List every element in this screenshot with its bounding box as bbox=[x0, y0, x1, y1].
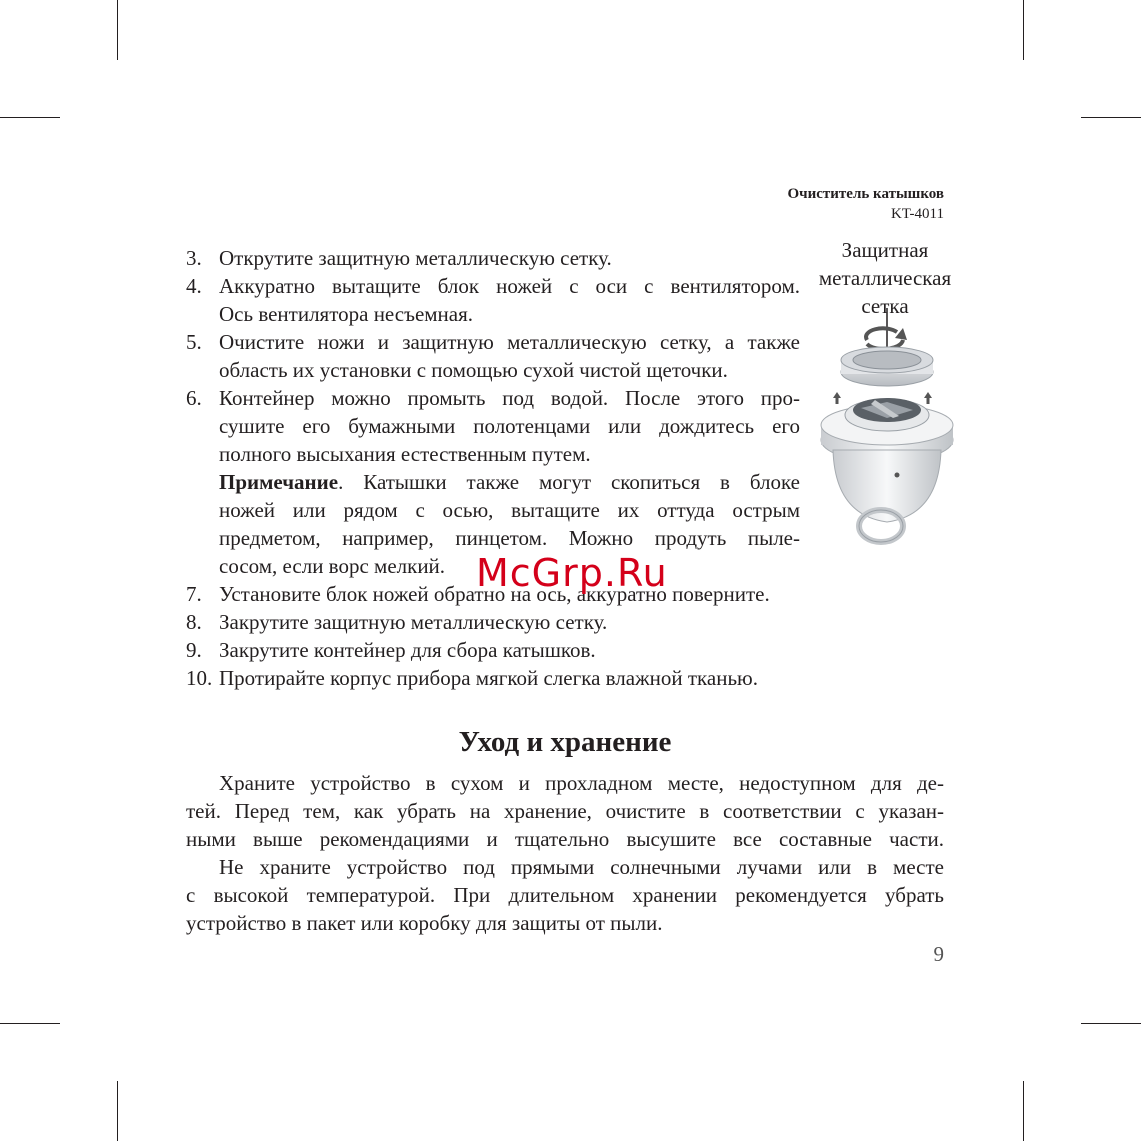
step-text: сушите его бумажными полотенцами или дождитесь его bbox=[219, 414, 800, 438]
note-line: сосом, если ворс мелкий. bbox=[219, 554, 446, 578]
crop-mark bbox=[1081, 117, 1141, 118]
caption-line: металлическая bbox=[818, 266, 952, 290]
step-text: Очистите ножи и защитную металлическую сетку, а также bbox=[219, 330, 800, 354]
crop-mark bbox=[0, 117, 60, 118]
caption-line: сетка bbox=[861, 294, 909, 318]
step-text: Установите блок ножей обратно на ось, аккуратно поверните. bbox=[219, 582, 770, 606]
note-line bbox=[219, 468, 800, 496]
step-number: 7. bbox=[186, 582, 202, 606]
header-model: KT-4011 bbox=[890, 206, 944, 222]
caption-line: Защитная bbox=[841, 238, 929, 262]
step-number: 9. bbox=[186, 638, 202, 662]
step-number: 10. bbox=[186, 666, 213, 690]
note-label: Примечание bbox=[219, 470, 339, 494]
care-paragraph-line: Не храните устройство под прямыми солнечными лучами или в месте bbox=[219, 855, 944, 879]
step-number: 5. bbox=[186, 330, 202, 354]
crop-mark bbox=[117, 0, 118, 60]
crop-mark bbox=[1023, 0, 1024, 60]
crop-mark bbox=[0, 1023, 60, 1024]
watermark: McGrp.Ru bbox=[476, 551, 668, 595]
page-number: 9 bbox=[933, 942, 944, 966]
header-title: Очиститель катышков bbox=[787, 186, 944, 202]
crop-mark bbox=[1081, 1023, 1141, 1024]
step-number: 3. bbox=[186, 246, 202, 270]
step-number: 6. bbox=[186, 386, 202, 410]
care-paragraph-line: ными выше рекомендациями и тщательно высушите все составные части. bbox=[186, 827, 944, 851]
step-number: 4. bbox=[186, 274, 202, 298]
crop-mark bbox=[1023, 1081, 1024, 1141]
device-illustration bbox=[815, 300, 965, 550]
section-heading: Уход и хранение bbox=[458, 726, 672, 758]
step-text: Закрутите защитную металлическую сетку. bbox=[219, 610, 608, 634]
note-line: ножей или рядом с осью, вытащите их оттуда острым bbox=[219, 498, 800, 522]
step-text: полного высыхания естественным путем. bbox=[219, 442, 591, 466]
step-text: Аккуратно вытащите блок ножей с оси с вентилятором. bbox=[219, 274, 800, 298]
note-line: предметом, например, пинцетом. Можно продуть пыле- bbox=[219, 526, 800, 550]
step-number: 8. bbox=[186, 610, 202, 634]
care-paragraph-line: с высокой температурой. При длительном хранении рекомендуется убрать bbox=[186, 883, 944, 907]
step-text: Контейнер можно промыть под водой. После этого про- bbox=[219, 386, 800, 410]
step-text: Ось вентилятора несъемная. bbox=[219, 302, 474, 326]
care-paragraph-line: устройство в пакет или коробку для защиты от пыли. bbox=[186, 911, 663, 935]
care-paragraph-line: тей. Перед тем, как убрать на хранение, очистите в соответствии с указан- bbox=[186, 799, 944, 823]
care-paragraph-line: Храните устройство в сухом и прохладном месте, недоступном для де- bbox=[219, 771, 944, 795]
step-text: область их установки с помощью сухой чистой щеточки. bbox=[219, 358, 728, 382]
crop-mark bbox=[117, 1081, 118, 1141]
note-text: . Катышки также могут скопиться в блоке bbox=[338, 470, 800, 494]
step-text: Открутите защитную металлическую сетку. bbox=[219, 246, 612, 270]
step-text: Протирайте корпус прибора мягкой слегка влажной тканью. bbox=[219, 666, 758, 690]
step-text: Закрутите контейнер для сбора катышков. bbox=[219, 638, 596, 662]
